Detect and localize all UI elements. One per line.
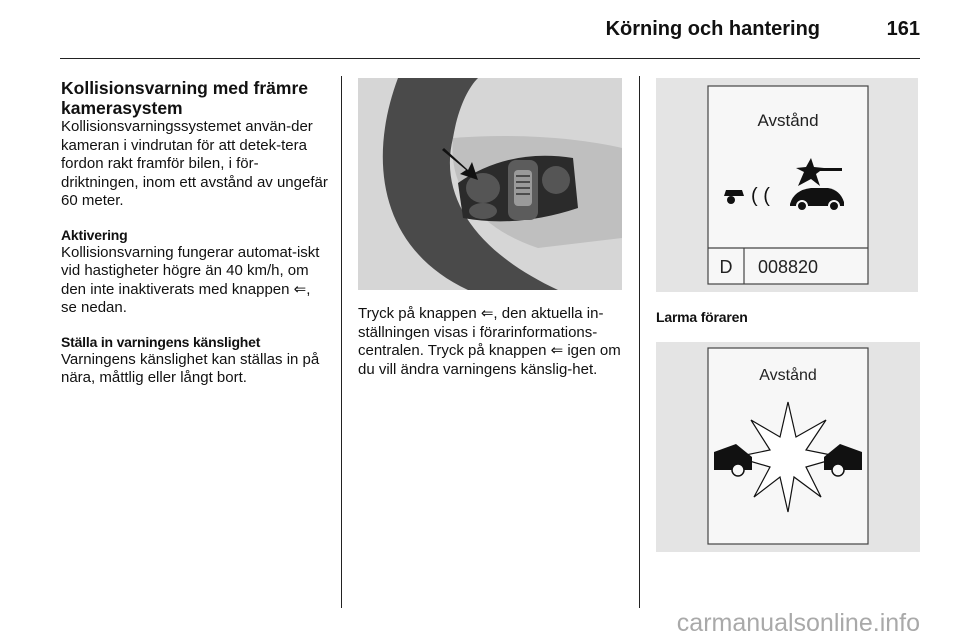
collision-alert-illustration: [656, 342, 920, 552]
column-middle: [358, 78, 626, 379]
page-number: 161: [886, 18, 920, 40]
header-rule: [60, 58, 920, 59]
instruction-paragraph: Tryck på knappen ⇐, den aktuella in-ställningen visas i förarinformations-centralen. Tryck på knappen ⇐ igen om du vill ändra varningens känslig-het.: [358, 305, 621, 378]
steering-wheel-illustration: [358, 78, 622, 290]
alert-heading: Larma föraren: [656, 309, 748, 325]
column-divider: [639, 76, 640, 608]
activation-paragraph: Kollisionsvarning fungerar automat-iskt vid hastigheter högre än 40 km/h, om den inte inaktiverats med knappen ⇐, se nedan.: [61, 243, 320, 316]
watermark: carmanualsonline.info: [676, 609, 920, 637]
display-gear: D: [719, 257, 733, 277]
display-odometer: 008820: [757, 257, 819, 277]
intro-paragraph: Kollisionsvarningssystemet använ-der kameran i vindrutan för att detek-tera fordon rakt framför bilen, i för-driktningen, inom ett avstånd av ungefär 60 meter.: [61, 118, 328, 209]
column-left: [61, 78, 329, 388]
activation-heading: Aktivering: [61, 226, 128, 243]
distance-display-illustration: [656, 78, 918, 292]
sensitivity-heading: Ställa in varningens känslighet: [61, 333, 261, 350]
display-title: Avstånd: [757, 111, 819, 130]
running-head: Körning och hantering: [605, 18, 820, 40]
section-heading: Kollisionsvarning med främre kamerasystem: [61, 78, 309, 118]
column-divider: [341, 76, 342, 608]
svg-text:( (: ( (: [751, 185, 770, 207]
alert-display-title: Avstånd: [759, 367, 817, 384]
column-right: [656, 78, 924, 552]
sensitivity-paragraph: Varningens känslighet kan ställas in på nära, måttlig eller långt bort.: [61, 350, 320, 386]
